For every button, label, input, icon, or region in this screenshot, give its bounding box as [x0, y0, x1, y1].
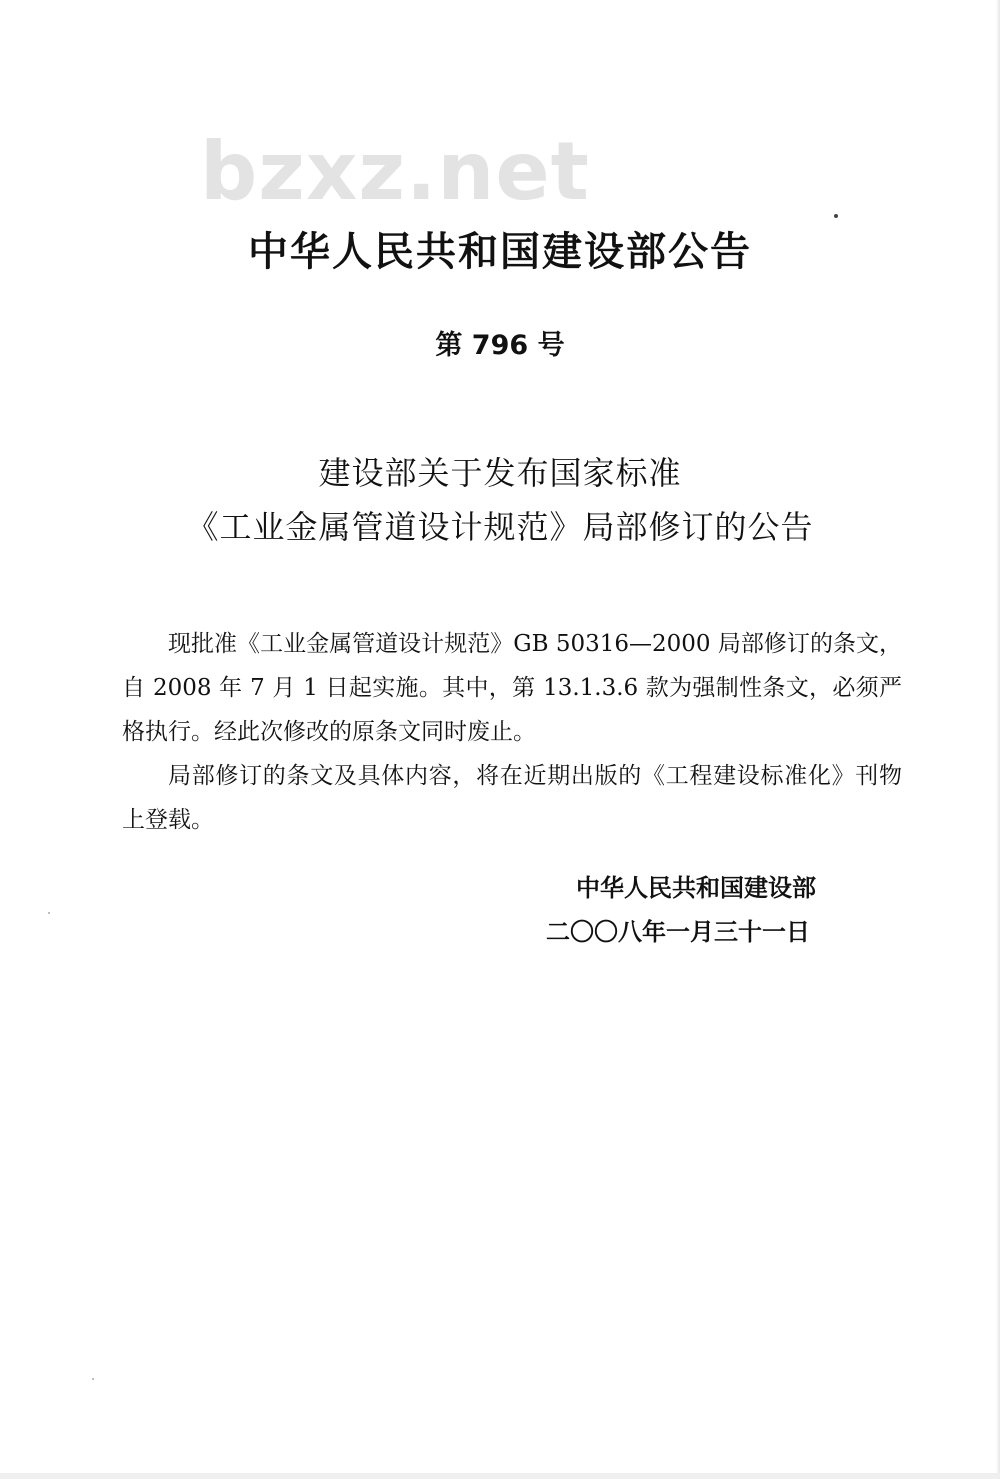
watermark: bzxz.net [200, 125, 590, 218]
signature-date: 二〇〇八年一月三十一日 [546, 918, 810, 946]
notice-number: 第 796 号 [435, 330, 565, 361]
scan-speck [92, 1378, 94, 1380]
subject-line-1: 建设部关于发布国家标准 [318, 454, 682, 492]
notice-subject [0, 446, 1000, 554]
subject-line-2: 《工业金属管道设计规范》局部修订的公告 [186, 508, 814, 546]
scan-speck [48, 912, 50, 914]
page-edge-shadow [996, 0, 1000, 1479]
notice-title: 中华人民共和国建设部公告 [248, 229, 752, 275]
notice-body [122, 622, 902, 842]
page-bottom-edge [0, 1473, 1000, 1479]
scan-speck [834, 214, 838, 218]
body-paragraph-2: 局部修订的条文及具体内容，将在近期出版的《工程建设标准化》刊物上登载。 [122, 763, 902, 833]
signature-organization: 中华人民共和国建设部 [576, 874, 816, 902]
body-paragraph-1: 现批准《工业金属管道设计规范》GB 50316—2000 局部修订的条文，自 2008 年 7 月 1 日起实施。其中，第 13.1.3.6 款为强制性条文，必须严格执行。经此次修改的原条文同时废止。 [122, 631, 902, 745]
